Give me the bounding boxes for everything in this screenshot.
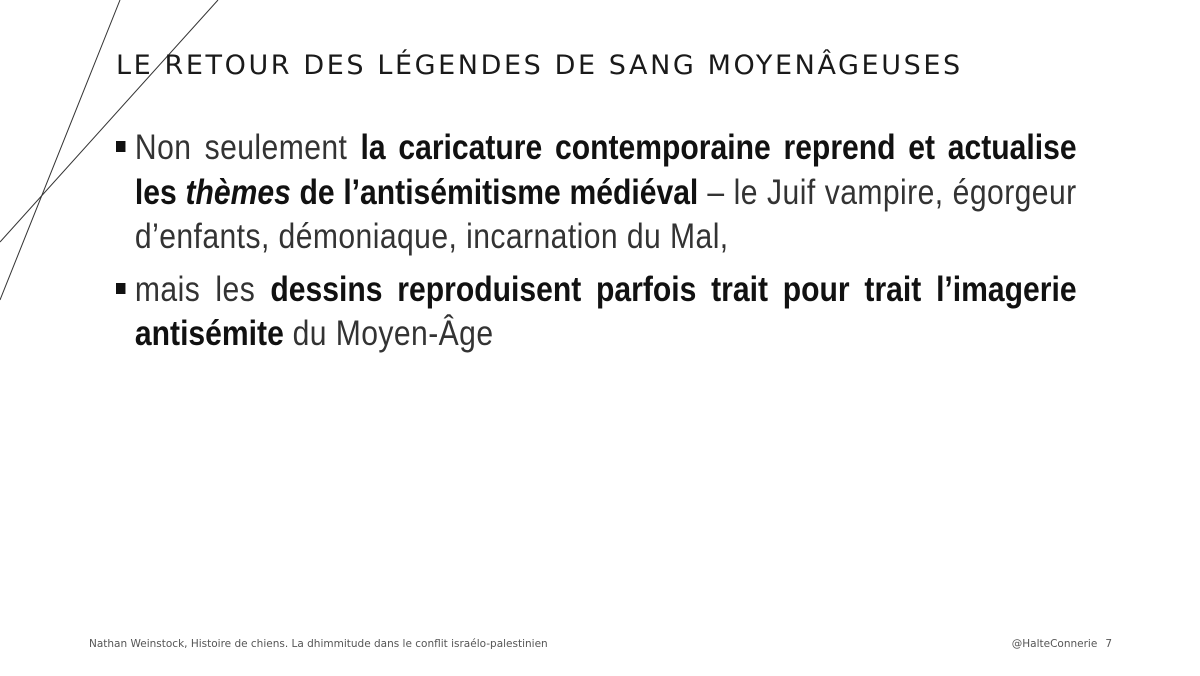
bullet-text-segment: de l’antisémitisme médiéval xyxy=(290,172,699,212)
footer-handle: @HalteConnerie xyxy=(1011,638,1098,650)
bullet-text-segment: mais les xyxy=(134,269,271,309)
bullet-item xyxy=(116,268,1077,357)
page-number: 7 xyxy=(1105,638,1112,650)
square-bullet-icon xyxy=(116,141,125,152)
square-bullet-icon xyxy=(116,283,125,294)
bullet-text-segment: thèmes xyxy=(185,172,291,212)
bullet-text-segment: du Moyen-Âge xyxy=(283,314,494,353)
bullet-text-segment: dessins reproduisent parfois trait pour trait l’imagerie antisémite xyxy=(134,269,1077,353)
bullet-list xyxy=(116,126,1096,365)
bullet-text-segment: – le Juif vampire, égorgeur d’enfants, démoniaque, incarnation du Mal, xyxy=(134,172,1077,256)
footer-source: Nathan Weinstock, Histoire de chiens. La dhimmitude dans le conflit israélo-palestinien xyxy=(89,638,548,650)
decorative-line xyxy=(0,0,120,300)
footer-right xyxy=(1012,638,1112,650)
slide-title: LE RETOUR DES LÉGENDES DE SANG MOYENÂGEUSES xyxy=(116,50,963,81)
bullet-text-segment: la caricature contemporaine reprend et actualise les xyxy=(134,128,1077,212)
bullet-text-segment: Non seulement xyxy=(134,128,361,167)
bullet-item xyxy=(116,126,1077,260)
